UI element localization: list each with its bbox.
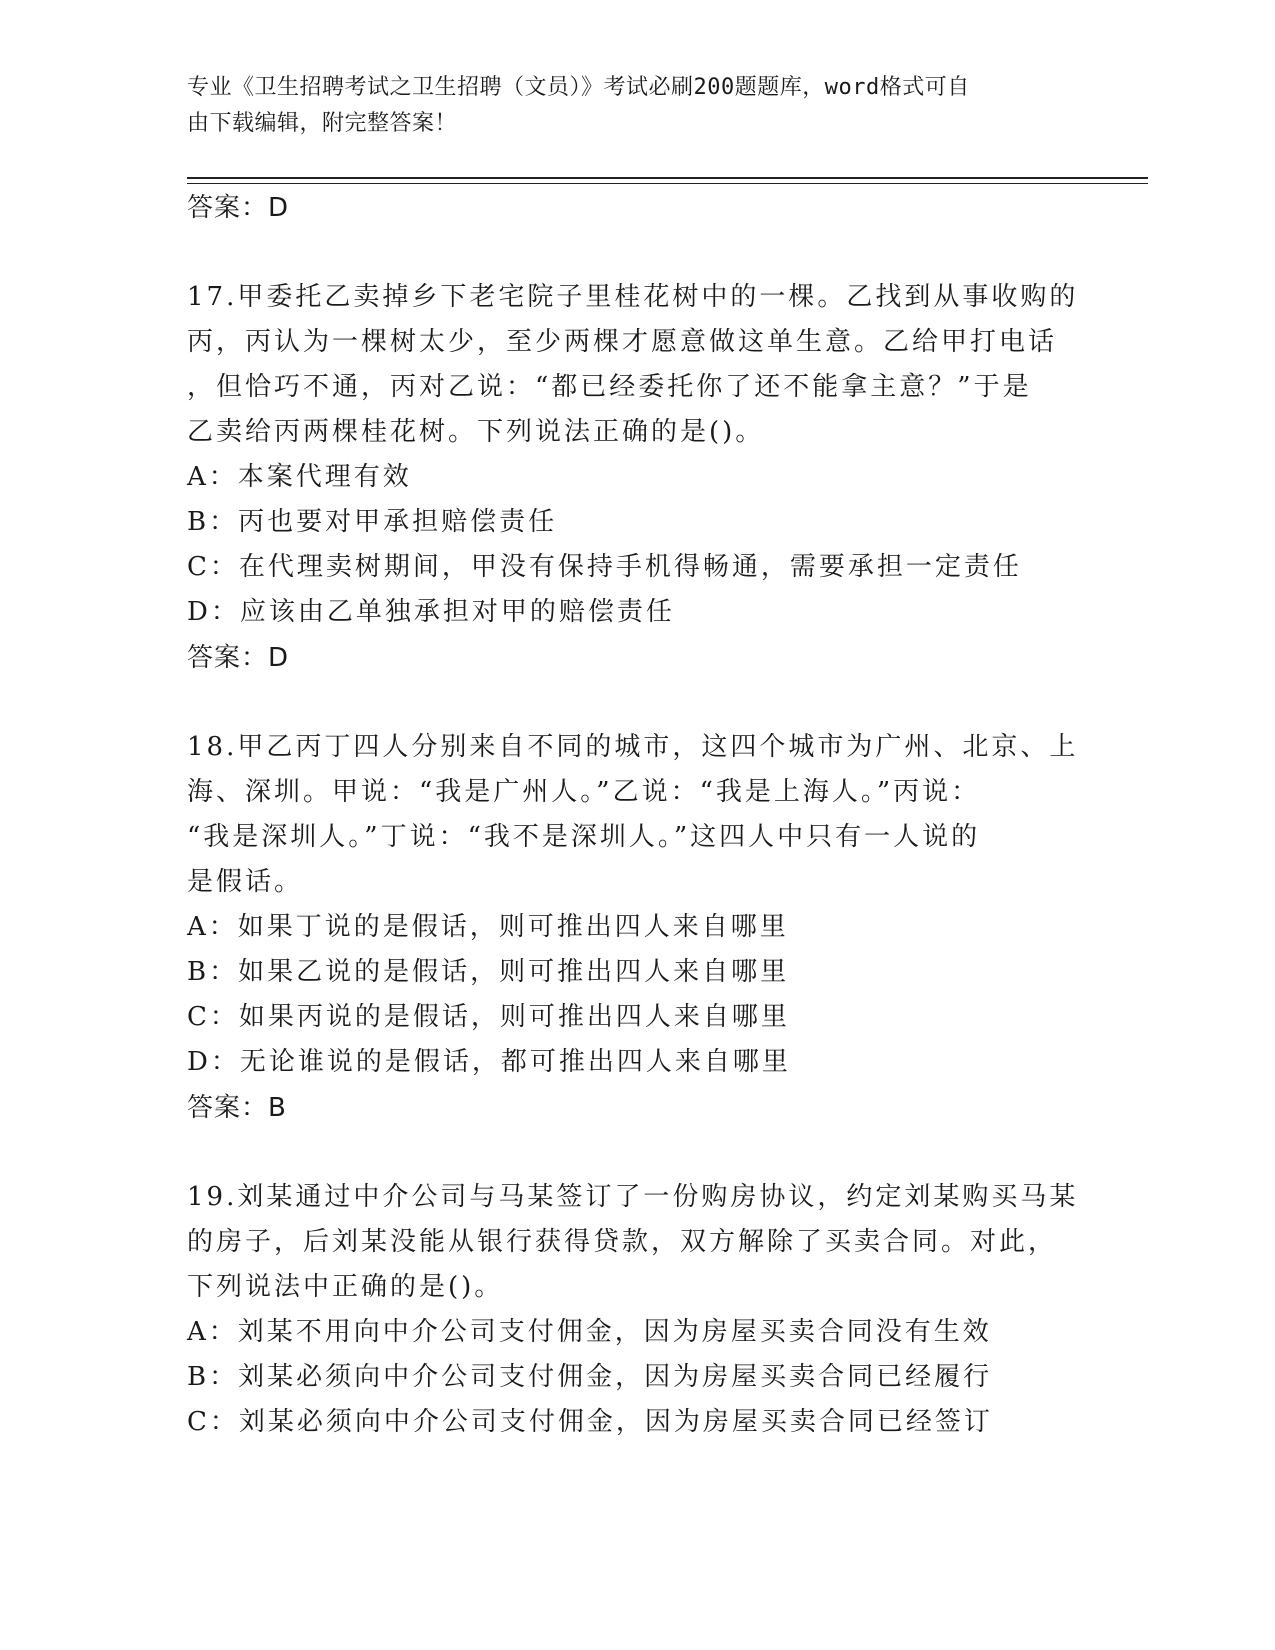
question-17-stem-line: 丙，丙认为一棵树太少，至少两棵才愿意做这单生意。乙给甲打电话 [187,327,1058,357]
question-18-option-d: D：无论谁说的是假话，都可推出四人来自哪里 [187,1047,791,1077]
page-header-line-2: 由下载编辑，附完整答案！ [187,111,458,136]
question-18-option-a: A：如果丁说的是假话，则可推出四人来自哪里 [187,912,789,942]
question-17-option-a: A：本案代理有效 [187,462,412,492]
question-17-option-d: D：应该由乙单独承担对甲的赔偿责任 [187,597,675,627]
header-rule-thin [187,183,1148,184]
question-17-option-b: B：丙也要对甲承担赔偿责任 [187,507,558,537]
question-18-stem-line: 18.甲乙丙丁四人分别来自不同的城市，这四个城市为广州、北京、上 [187,732,1079,762]
question-18-option-c: C：如果丙说的是假话，则可推出四人来自哪里 [187,1002,790,1032]
prev-answer: 答案：D [187,193,290,223]
question-19-stem-line: 的房子，后刘某没能从银行获得贷款，双方解除了买卖合同。对此， [187,1227,1058,1257]
question-17-option-c: C：在代理卖树期间，甲没有保持手机得畅通，需要承担一定责任 [187,552,1022,582]
question-19-stem-line: 下列说法中正确的是()。 [187,1272,504,1302]
question-19-stem-line: 19.刘某通过中介公司与马某签订了一份购房协议，约定刘某购买马某 [187,1182,1079,1212]
question-18-stem-line: “我是深圳人。”丁说：“我不是深圳人。”这四人中只有一人说的 [187,822,981,852]
question-18-answer: 答案：B [187,1093,287,1123]
question-17-stem-line: 乙卖给丙两棵桂花树。下列说法正确的是()。 [187,417,765,447]
question-19-option-b: B：刘某必须向中介公司支付佣金，因为房屋买卖合同已经履行 [187,1362,993,1392]
question-18-stem-line: 是假话。 [187,867,304,897]
question-18-stem-line: 海、深圳。甲说：“我是广州人。”乙说：“我是上海人。”丙说： [187,777,981,807]
question-17-stem-line: 17.甲委托乙卖掉乡下老宅院子里桂花树中的一棵。乙找到从事收购的 [187,282,1079,312]
question-19-option-a: A：刘某不用向中介公司支付佣金，因为房屋买卖合同没有生效 [187,1317,992,1347]
question-19-option-c: C：刘某必须向中介公司支付佣金，因为房屋买卖合同已经签订 [187,1407,993,1437]
question-18-option-b: B：如果乙说的是假话，则可推出四人来自哪里 [187,957,790,987]
page-header-line-1: 专业《卫生招聘考试之卫生招聘（文员）》考试必刷200题题库，word格式可自 [187,75,970,100]
header-rule-thick [187,177,1148,179]
question-17-answer: 答案：D [187,643,290,673]
question-17-stem-line: ，但恰巧不通，丙对乙说：“都已经委托你了还不能拿主意？”于是 [187,372,1032,402]
